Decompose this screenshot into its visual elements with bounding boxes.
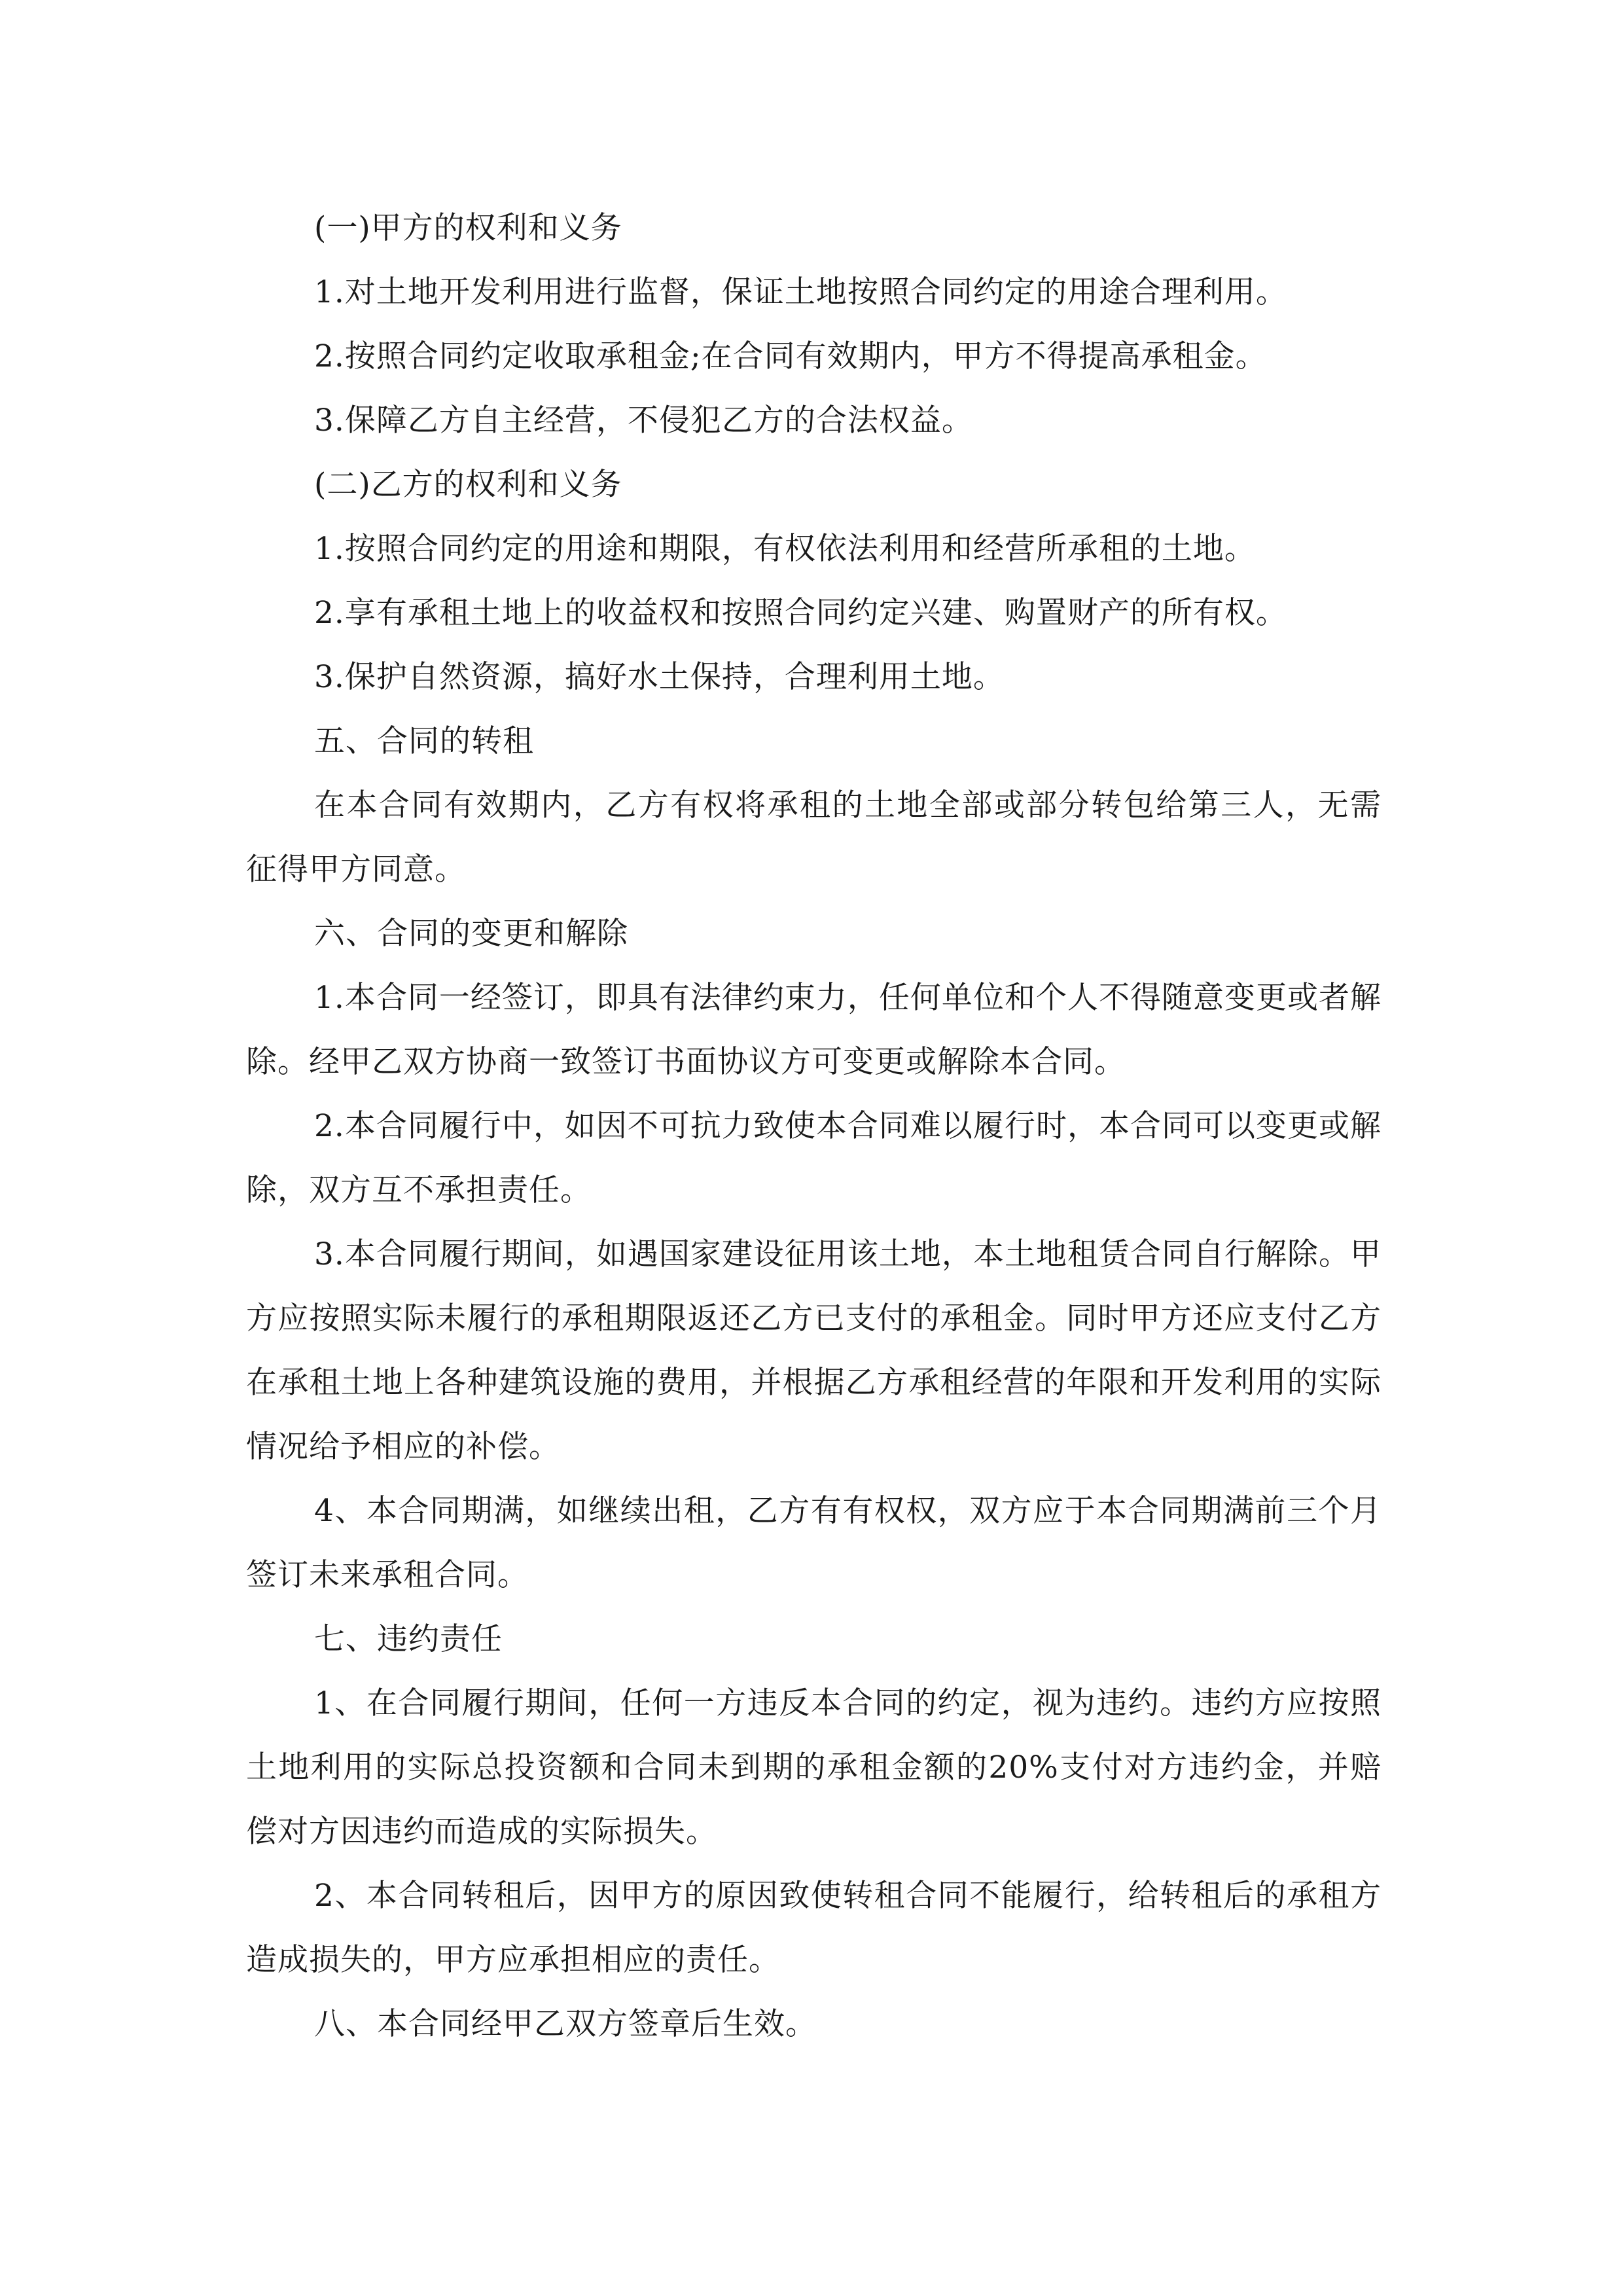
section-heading-liability: 七、违约责任 <box>314 1621 503 1657</box>
document-body <box>246 196 1382 2056</box>
section-heading-sublease: 五、合同的转租 <box>314 723 534 759</box>
clause-party-a-2: 2.按照合同约定收取承租金;在合同有效期内，甲方不得提高承租金。 <box>314 338 1267 374</box>
clause-party-b-3: 3.保护自然资源，搞好水土保持，合理利用土地。 <box>314 659 1005 695</box>
clause-liability-1: 1、在合同履行期间，任何一方违反本合同的约定，视为违约。违约方应按照土地利用的实际总投资额和合同未到期的承租金额的20%支付对方违约金，并赔偿对方因违约而造成的实际损失。 <box>246 1685 1382 1850</box>
clause-change-3: 3.本合同履行期间，如遇国家建设征用该土地，本土地租赁合同自行解除。甲方应按照实际未履行的承租期限返还乙方已支付的承租金。同时甲方还应支付乙方在承租土地上各种建筑设施的费用，并根据乙方承租经营的年限和开发利用的实际情况给予相应的补偿。 <box>246 1236 1382 1465</box>
section-heading-party-b-rights: (二)乙方的权利和义务 <box>314 467 622 503</box>
section-heading-change-termination: 六、合同的变更和解除 <box>314 916 628 952</box>
clause-party-b-2: 2.享有承租土地上的收益权和按照合同约定兴建、购置财产的所有权。 <box>314 595 1287 631</box>
clause-change-1: 1.本合同一经签订，即具有法律约束力，任何单位和个人不得随意变更或者解除。经甲乙双方协商一致签订书面协议方可变更或解除本合同。 <box>246 980 1382 1080</box>
section-heading-party-a-rights: (一)甲方的权利和义务 <box>314 210 622 246</box>
clause-party-a-1: 1.对土地开发利用进行监督，保证土地按照合同约定的用途合理利用。 <box>314 274 1287 310</box>
section-heading-effective: 八、本合同经甲乙双方签章后生效。 <box>314 2006 817 2042</box>
clause-sublease: 在本合同有效期内，乙方有权将承租的土地全部或部分转包给第三人，无需征得甲方同意。 <box>246 787 1382 888</box>
clause-liability-2: 2、本合同转租后，因甲方的原因致使转租合同不能履行，给转租后的承租方造成损失的，甲方应承担相应的责任。 <box>246 1878 1382 1978</box>
clause-change-2: 2.本合同履行中，如因不可抗力致使本合同难以履行时，本合同可以变更或解除，双方互不承担责任。 <box>246 1108 1382 1208</box>
clause-party-b-1: 1.按照合同约定的用途和期限，有权依法利用和经营所承租的土地。 <box>314 531 1256 567</box>
clause-party-a-3: 3.保障乙方自主经营，不侵犯乙方的合法权益。 <box>314 403 973 439</box>
clause-change-4: 4、本合同期满，如继续出租，乙方有有权权，双方应于本合同期满前三个月签订未来承租合同。 <box>246 1493 1382 1593</box>
